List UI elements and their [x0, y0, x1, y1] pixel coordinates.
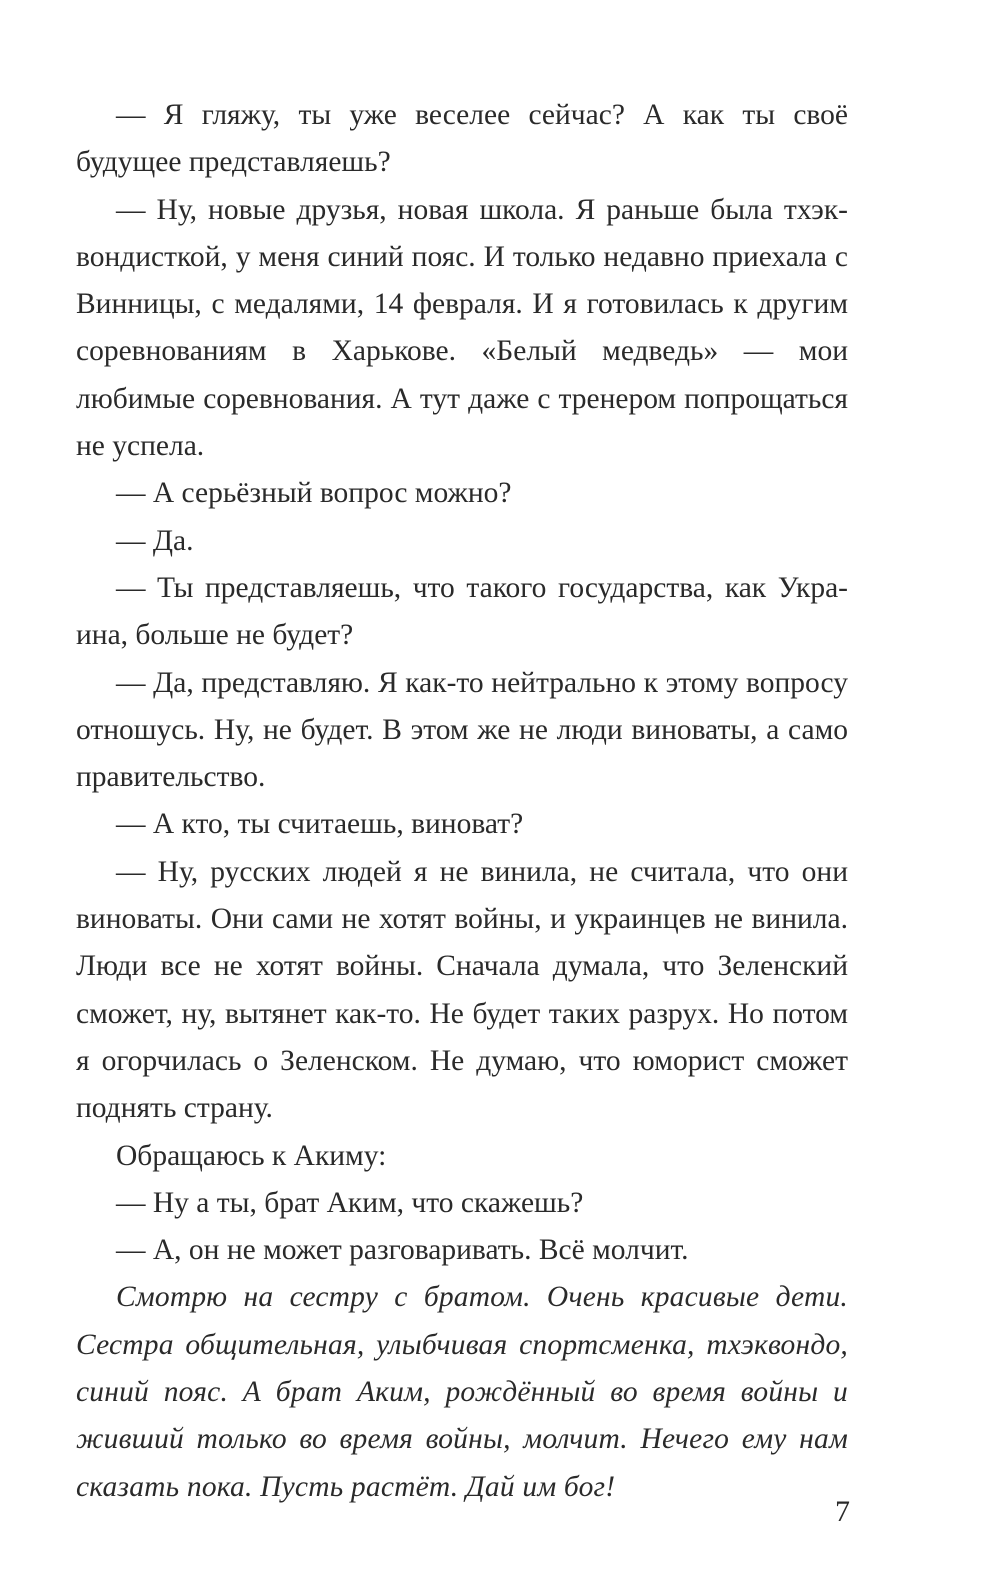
italic-author-note: Смотрю на сестру с братом. Очень красивые дети. Сестра общительная, улыбчивая спортсменка, тхэквондо, синий пояс. А брат Аким, рождённый во время войны и живший только во время войны, молчит. Нечего ему нам сказать пока. Пусть растёт. Дай им бог! — [76, 1281, 848, 1503]
paragraph: — А, он не может разговаривать. Всё молчит. — [116, 1234, 689, 1267]
paragraph: — Ну, новые друзья, новая школа. Я раньше была тхэквондисткой, у меня синий пояс. И только недавно приехала с Винницы, с медалями, 14 февраля. И я готовилась к другим соревнованиям в Харькове. «Белый медведь» — мои любимые соревнования. А тут даже с тренером попрощаться не успела. — [76, 193, 848, 463]
paragraph: — А серьёзный вопрос можно? — [116, 477, 512, 510]
paragraph: — Да. — [116, 524, 194, 557]
paragraph: — Ну а ты, брат Аким, что скажешь? — [116, 1186, 584, 1219]
paragraph: — Я гляжу, ты уже веселее сейчас? А как ты своё будущее представляешь? — [76, 99, 848, 179]
paragraph: — Ну, русских людей я не винила, не считала, что они виноваты. Они сами не хотят войны, и украинцев не винила. Люди все не хотят войны. Сначала думала, что Зеленский сможет, ну, вытянет как-то. Не будет таких разрух. Но потом я огорчилась о Зеленском. Не думаю, что юморист сможет поднять страну. — [76, 855, 848, 1125]
page-body — [76, 92, 848, 1511]
paragraph: Обращаюсь к Акиму: — [116, 1139, 387, 1172]
paragraph: — Да, представляю. Я как-то нейтрально к этому вопросу отношусь. Ну, не будет. В этом же не люди виноваты, а само правительство. — [76, 666, 848, 794]
page-number: 7 — [835, 1495, 850, 1528]
paragraph: — Ты представляешь, что такого государства, как Украина, больше не будет? — [76, 571, 848, 652]
paragraph: — А кто, ты считаешь, виноват? — [116, 808, 524, 841]
